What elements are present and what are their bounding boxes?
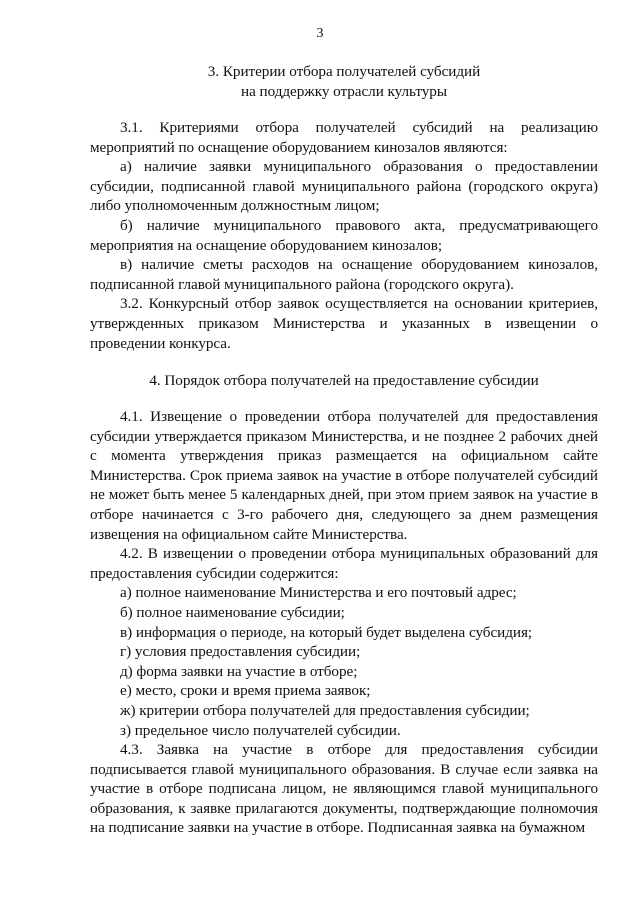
list-item: б) полное наименование субсидии; — [120, 603, 345, 621]
paragraph-3-1: 3.1. Критериями отбора получателей субсидий на реализацию мероприятий по оснащение оборудованием кинозалов являются: — [90, 119, 598, 156]
list-item: д) форма заявки на участие в отборе; — [120, 662, 358, 680]
section-3-body — [90, 118, 598, 353]
criterion-a: а) наличие заявки муниципального образования о предоставлении субсидии, подписанной главой муниципального района (городского округа) либо уполномоченным должностным лицом; — [90, 158, 598, 215]
list-item: ж) критерии отбора получателей для предоставления субсидии; — [120, 701, 530, 719]
list-item: в) информация о периоде, на который будет выделена субсидия; — [120, 623, 533, 641]
section-3-title-line-1: 3. Критерии отбора получателей субсидий — [207, 63, 481, 80]
paragraph-4-1: 4.1. Извещение о проведении отбора получателей для предоставления субсидии утверждается приказом Министерства, и не позднее 2 рабочих дней с момента утверждения приказ размещается на официальном сайте Министерства. Срок приема заявок на участие в отборе получателей субсидий не может быть менее 5 календарных дней, при этом прием заявок на участие в отборе начинается с 3-го рабочего дня, следующего за днем размещения извещения на официальном сайте Министерства. — [90, 408, 598, 543]
paragraph-4-3: 4.3. Заявка на участие в отборе для предоставления субсидии подписывается главой муниципального образования. В случае если заявка на участие в отборе подписана лицом, не являющимся главой муниципального образования, к заявке прилагаются документы, подтверждающие полномочия на подписание заявки на участие в отборе. Подписанная заявка на бумажном — [90, 741, 598, 837]
section-3-heading — [90, 62, 598, 101]
page-number: 3 — [316, 26, 324, 41]
paragraph-3-2: 3.2. Конкурсный отбор заявок осуществляется на основании критериев, утвержденных приказом Министерства и указанных в извещении о проведении конкурса. — [90, 295, 598, 352]
section-4-title: 4. Порядок отбора получателей на предоставление субсидии — [149, 372, 539, 389]
list-item: е) место, сроки и время приема заявок; — [120, 682, 371, 700]
list-item: а) полное наименование Министерства и его почтовый адрес; — [120, 584, 517, 602]
section-3-title-line-2: на поддержку отрасли культуры — [241, 82, 447, 100]
list-item: г) условия предоставления субсидии; — [120, 643, 361, 661]
criterion-c: в) наличие сметы расходов на оснащение оборудованием кинозалов, подписанной главой муниципального района (городского округа). — [90, 256, 598, 293]
list-item: з) предельное число получателей субсидии. — [120, 721, 401, 739]
criterion-b: б) наличие муниципального правового акта, предусматривающего мероприятия на оснащение оборудованием кинозалов; — [90, 216, 598, 254]
paragraph-4-2: 4.2. В извещении о проведении отбора муниципальных образований для предоставления субсидии содержится: — [90, 545, 598, 582]
section-4-body — [90, 407, 598, 838]
section-4-heading — [90, 371, 598, 391]
